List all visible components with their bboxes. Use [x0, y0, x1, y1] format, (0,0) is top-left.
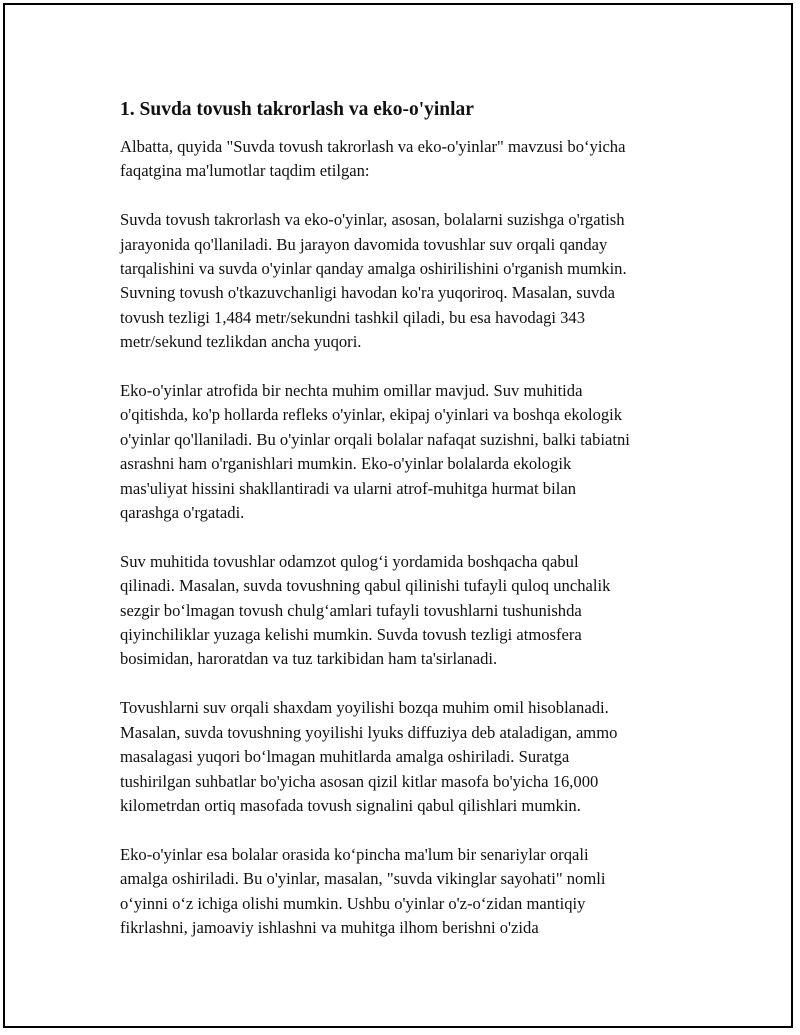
paragraph-line: fikrlashni, jamoaviy ishlashni va muhitga ilhom berishni o'zida: [120, 917, 539, 937]
paragraph-line: bosimidan, haroratdan va tuz tarkibidan ham ta'sirlanadi.: [120, 649, 498, 669]
paragraph-line: mas'uliyat hissini shakllantiradi va ularni atrof-muhitga hurmat bilan: [120, 478, 576, 498]
document-title: 1. Suvda tovush takrorlash va eko-o'yinlar: [120, 99, 474, 120]
document-page: [3, 3, 793, 1028]
paragraph-line: qilinadi. Masalan, suvda tovushning qabul qilinishi tufayli quloq unchalik: [120, 576, 611, 596]
paragraph-line: asrashni ham o'rganishlari mumkin. Eko-o'yinlar bolalarda ekologik: [120, 454, 572, 474]
document-body: [120, 97, 720, 965]
paragraph: [120, 550, 720, 672]
paragraph-list: [120, 135, 720, 940]
paragraph: [120, 843, 720, 941]
paragraph-line: tovush tezligi 1,484 metr/sekundni tashkil qiladi, bu esa havodagi 343: [120, 307, 586, 327]
paragraph: [120, 208, 720, 354]
paragraph-line: tarqalishini va suvda o'yinlar qanday amalga oshirilishini o'rganish mumkin.: [120, 259, 627, 279]
paragraph-line: o'qitishda, ko'p hollarda refleks o'yinlar, ekipaj o'yinlari va boshqa ekologik: [120, 405, 623, 425]
paragraph-line: Albatta, quyida "Suvda tovush takrorlash va eko-o'yinlar" mavzusi bo‘yicha: [120, 137, 626, 156]
paragraph-line: metr/sekund tezlikdan ancha yuqori.: [120, 332, 362, 352]
paragraph-line: Suvning tovush o'tkazuvchanligi havodan ko'ra yuqoriroq. Masalan, suvda: [120, 283, 615, 303]
paragraph-line: jarayonida qo'llaniladi. Bu jarayon davomida tovushlar suv orqali qanday: [120, 234, 608, 254]
paragraph-line: faqatgina ma'lumotlar taqdim etilgan:: [120, 161, 370, 181]
paragraph: [120, 135, 720, 184]
paragraph: [120, 696, 720, 818]
paragraph-line: tushirilgan suhbatlar bo'yicha asosan qizil kitlar masofa bo'yicha 16,000: [120, 771, 599, 791]
paragraph-line: Eko-o'yinlar atrofida bir nechta muhim omillar mavjud. Suv muhitida: [120, 381, 583, 401]
paragraph-line: qarashga o'rgatadi.: [120, 503, 245, 523]
paragraph-line: kilometrdan ortiq masofada tovush signalini qabul qilishlari mumkin.: [120, 795, 581, 815]
paragraph-line: amalga oshiriladi. Bu o'yinlar, masalan, "suvda vikinglar sayohati" nomli: [120, 869, 606, 889]
paragraph-line: o'yinlar qo'llaniladi. Bu o'yinlar orqali bolalar nafaqat suzishni, balki tabiatni: [120, 429, 630, 449]
paragraph-line: qiyinchiliklar yuzaga kelishi mumkin. Suvda tovush tezligi atmosfera: [120, 625, 582, 645]
paragraph-line: Suvda tovush takrorlash va eko-o'yinlar, asosan, bolalarni suzishga o'rgatish: [120, 210, 625, 230]
paragraph-line: Tovushlarni suv orqali shaxdam yoyilishi bozqa muhim omil hisoblanadi.: [120, 698, 609, 718]
paragraph-line: Suv muhitida tovushlar odamzot qulog‘i yordamida boshqacha qabul: [120, 551, 579, 571]
paragraph-line: Eko-o'yinlar esa bolalar orasida ko‘pincha ma'lum bir senariylar orqali: [120, 844, 589, 864]
paragraph: [120, 379, 720, 525]
paragraph-line: sezgir bo‘lmagan tovush chulg‘amlari tufayli tovushlarni tushunishda: [120, 600, 582, 620]
paragraph-line: masalagasi yuqori bo‘lmagan muhitlarda amalga oshiriladi. Suratga: [120, 747, 570, 767]
paragraph-line: Masalan, suvda tovushning yoyilishi lyuks diffuziya deb ataladigan, ammo: [120, 722, 618, 742]
paragraph-line: o‘yinni o‘z ichiga olishi mumkin. Ushbu o'yinlar o'z-o‘zidan mantiqiy: [120, 893, 586, 913]
